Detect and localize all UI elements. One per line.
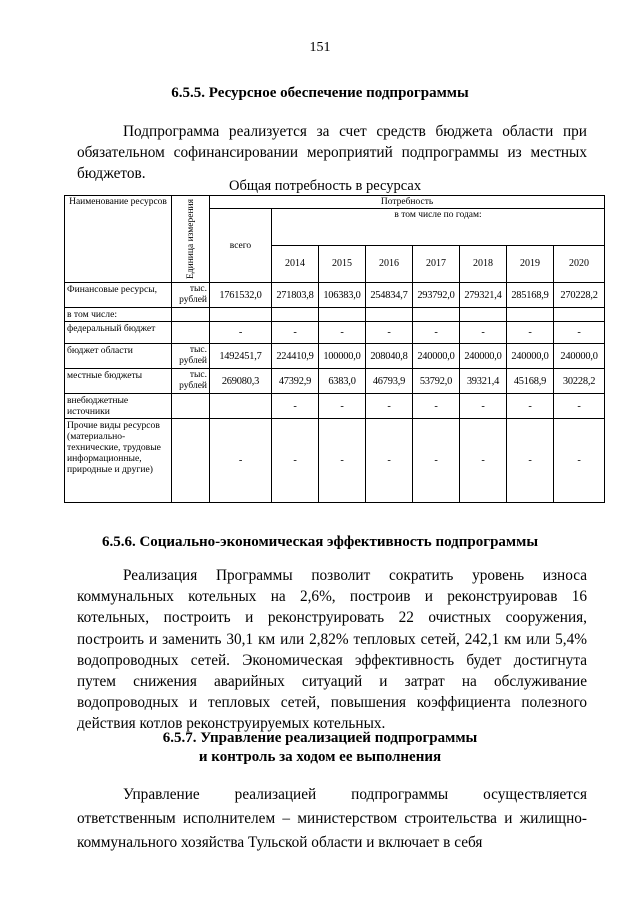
row-value: - — [319, 322, 366, 344]
section-title-efficiency: 6.5.6. Социально-экономическая эффективность подпрограммы — [101, 534, 539, 550]
row-value — [460, 308, 507, 322]
row-total — [210, 394, 272, 419]
row-value: 53792,0 — [413, 369, 460, 394]
row-value: - — [507, 322, 554, 344]
row-value: - — [272, 322, 319, 344]
row-value: - — [319, 419, 366, 503]
row-total: 269080,3 — [210, 369, 272, 394]
header-year: 2016 — [366, 246, 413, 283]
row-value: 240000,0 — [554, 344, 605, 369]
row-unit — [172, 394, 210, 419]
row-total: - — [210, 419, 272, 503]
row-value: - — [319, 394, 366, 419]
row-value: 6383,0 — [319, 369, 366, 394]
row-value: - — [413, 419, 460, 503]
row-unit — [172, 308, 210, 322]
paragraph-management-text: Управление реализацией подпрограммы осуществляется ответственным исполнителем – министерством строительства и жилищно-коммунального хозяйства Тульской области и включает в себя — [77, 786, 587, 851]
row-name: Финансовые ресурсы, — [65, 283, 172, 308]
row-value: 293792,0 — [413, 283, 460, 308]
row-value: - — [460, 322, 507, 344]
row-name: местные бюджеты — [65, 369, 172, 394]
row-value: - — [413, 394, 460, 419]
row-value: - — [366, 394, 413, 419]
row-value: 240000,0 — [460, 344, 507, 369]
row-value: - — [554, 419, 605, 503]
table-row — [65, 283, 605, 308]
row-value: 106383,0 — [319, 283, 366, 308]
row-value: 45168,9 — [507, 369, 554, 394]
row-value: 39321,4 — [460, 369, 507, 394]
row-value: - — [507, 394, 554, 419]
paragraph-efficiency-text: Реализация Программы позволит сократить уровень износа коммунальных котельных на 2,6%, построив и реконструировав 16 котельных, построить и реконструировать 22 очистных сооружения, построить и заменить 30,1 км или 2,82% тепловых сетей, 242,1 км или 5,4% водопроводных сетей. Экономическая эффективность будет достигнута путем снижения аварийных ситуаций и затрат на обслуживание водопроводных и тепловых сетей, повышения коэффициента полезного действия котлов реконструируемых котельных. — [77, 567, 587, 733]
header-need: Потребность — [210, 196, 605, 209]
row-value: 285168,9 — [507, 283, 554, 308]
row-unit: тыс. рублей — [172, 283, 210, 308]
row-value: - — [366, 322, 413, 344]
row-total: 1761532,0 — [210, 283, 272, 308]
header-by-years: в том числе по годам: — [272, 209, 605, 246]
row-value: 46793,9 — [366, 369, 413, 394]
row-value: 279321,4 — [460, 283, 507, 308]
row-total: - — [210, 322, 272, 344]
row-value: - — [272, 419, 319, 503]
header-year: 2015 — [319, 246, 366, 283]
header-year: 2018 — [460, 246, 507, 283]
row-value — [413, 308, 460, 322]
header-total: всего — [210, 209, 272, 283]
row-unit — [172, 419, 210, 503]
table-row — [65, 394, 605, 419]
page-number: 151 — [309, 40, 331, 55]
row-value: - — [554, 394, 605, 419]
row-value: 47392,9 — [272, 369, 319, 394]
row-value: 240000,0 — [507, 344, 554, 369]
paragraph-resources-text: Подпрограмма реализуется за счет средств бюджета области при обязательном софинансировании мероприятий подпрограммы из местных бюджетов. — [77, 123, 587, 183]
row-value: - — [413, 322, 460, 344]
row-name: федеральный бюджет — [65, 322, 172, 344]
row-value: - — [366, 419, 413, 503]
row-value — [319, 308, 366, 322]
paragraph-management — [77, 783, 587, 855]
header-year: 2019 — [507, 246, 554, 283]
row-unit: тыс. рублей — [172, 344, 210, 369]
table-row — [65, 322, 605, 344]
row-name: Прочие виды ресурсов (материально-технические, трудовые информационные, природные и другие) — [65, 419, 172, 503]
row-value: - — [507, 419, 554, 503]
table-row — [65, 344, 605, 369]
header-unit: Единица измерения — [185, 199, 196, 279]
row-value: 271803,8 — [272, 283, 319, 308]
row-value: 30228,2 — [554, 369, 605, 394]
section-title-management — [0, 729, 640, 767]
row-value: - — [272, 394, 319, 419]
row-unit — [172, 322, 210, 344]
header-name: Наименование ресурсов — [65, 196, 172, 283]
row-value: 270228,2 — [554, 283, 605, 308]
row-name: бюджет области — [65, 344, 172, 369]
row-value — [272, 308, 319, 322]
row-unit: тыс. рублей — [172, 369, 210, 394]
section-title-resources: 6.5.5. Ресурсное обеспечение подпрограммы — [171, 85, 469, 101]
row-value: 208040,8 — [366, 344, 413, 369]
row-value — [507, 308, 554, 322]
row-value: 224410,9 — [272, 344, 319, 369]
section-title-management-line2: и контроль за ходом ее выполнения — [198, 749, 442, 765]
table-row — [65, 369, 605, 394]
row-name: в том числе: — [65, 308, 172, 322]
table-caption: Общая потребность в ресурсах — [229, 178, 422, 194]
table-row — [65, 419, 605, 503]
table-row — [65, 308, 605, 322]
header-unit-cell — [172, 196, 210, 283]
row-value: 254834,7 — [366, 283, 413, 308]
row-value: 100000,0 — [319, 344, 366, 369]
row-total — [210, 308, 272, 322]
row-value: 240000,0 — [413, 344, 460, 369]
paragraph-efficiency — [77, 565, 587, 735]
row-total: 1492451,7 — [210, 344, 272, 369]
paragraph-resources — [77, 121, 587, 185]
header-year: 2020 — [554, 246, 605, 283]
row-value: - — [554, 322, 605, 344]
header-year: 2017 — [413, 246, 460, 283]
row-value — [554, 308, 605, 322]
header-year: 2014 — [272, 246, 319, 283]
row-value: - — [460, 394, 507, 419]
row-name: внебюджетные источники — [65, 394, 172, 419]
section-title-management-line1: 6.5.7. Управление реализацией подпрограммы — [162, 730, 478, 746]
row-value: - — [460, 419, 507, 503]
row-value — [366, 308, 413, 322]
resources-table — [64, 195, 605, 503]
